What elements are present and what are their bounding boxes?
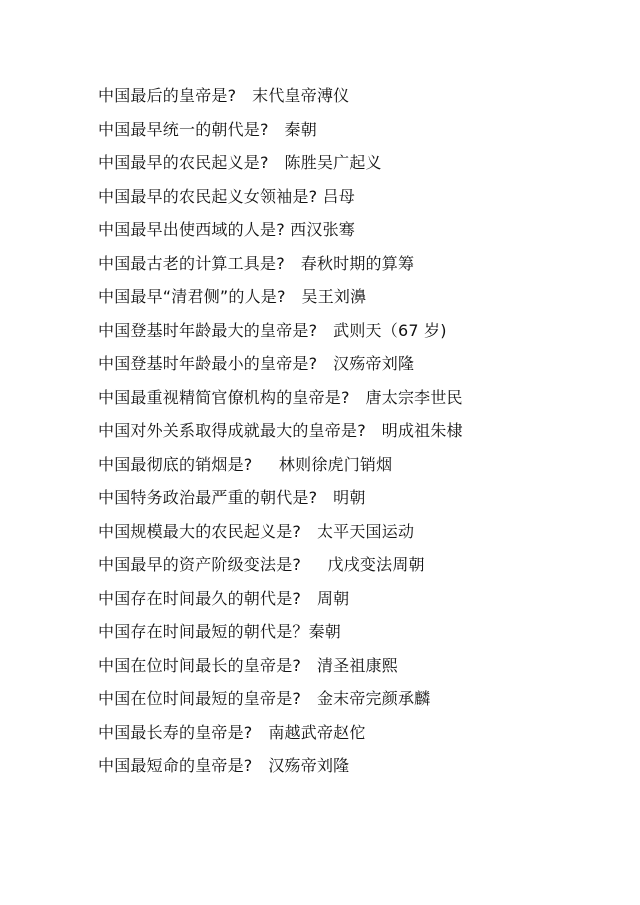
qa-line: 中国最早的农民起义是? 陈胜吴广起义: [98, 153, 382, 172]
qa-line: 中国最彻底的销烟是? 林则徐虎门销烟: [98, 454, 393, 474]
qa-line: 中国在位时间最长的皇帝是? 清圣祖康熙: [98, 655, 398, 675]
qa-line: 中国最早“清君侧”的人是? 吴王刘濞: [98, 287, 367, 306]
qa-line: 中国特务政治最严重的朝代是? 明朝: [98, 488, 366, 507]
qa-line: 中国最古老的计算工具是? 春秋时期的算筹: [98, 253, 415, 273]
qa-line: 中国最短命的皇帝是? 汉殇帝刘隆: [98, 756, 350, 775]
qa-line: 中国最后的皇帝是? 末代皇帝溥仪: [98, 86, 350, 105]
qa-line: 中国最早出使西域的人是? 西汉张骞: [98, 220, 355, 239]
qa-line: 中国存在时间最久的朝代是? 周朝: [98, 588, 350, 608]
qa-line: 中国在位时间最短的皇帝是? 金末帝完颜承麟: [98, 689, 431, 708]
qa-line: 中国最重视精简官僚机构的皇帝是? 唐太宗李世民: [98, 387, 463, 407]
qa-line: 中国最早的资产阶级变法是? 戊戌变法周朝: [98, 555, 425, 574]
qa-line: 中国登基时年龄最小的皇帝是? 汉殇帝刘隆: [98, 354, 415, 373]
qa-line: 中国最早统一的朝代是? 秦朝: [98, 119, 317, 139]
qa-line: 中国最长寿的皇帝是? 南越武帝赵佗: [98, 722, 366, 742]
qa-line: 中国存在时间最短的朝代是？秦朝: [98, 622, 342, 641]
qa-line: 中国规模最大的农民起义是? 太平天国运动: [98, 521, 415, 541]
qa-line: 中国登基时年龄最大的皇帝是? 武则天（67 岁): [98, 320, 447, 340]
qa-line: 中国最早的农民起义女领袖是? 吕母: [98, 186, 355, 206]
qa-line: 中国对外关系取得成就最大的皇帝是? 明成祖朱棣: [98, 421, 463, 440]
qa-list: [98, 79, 463, 783]
